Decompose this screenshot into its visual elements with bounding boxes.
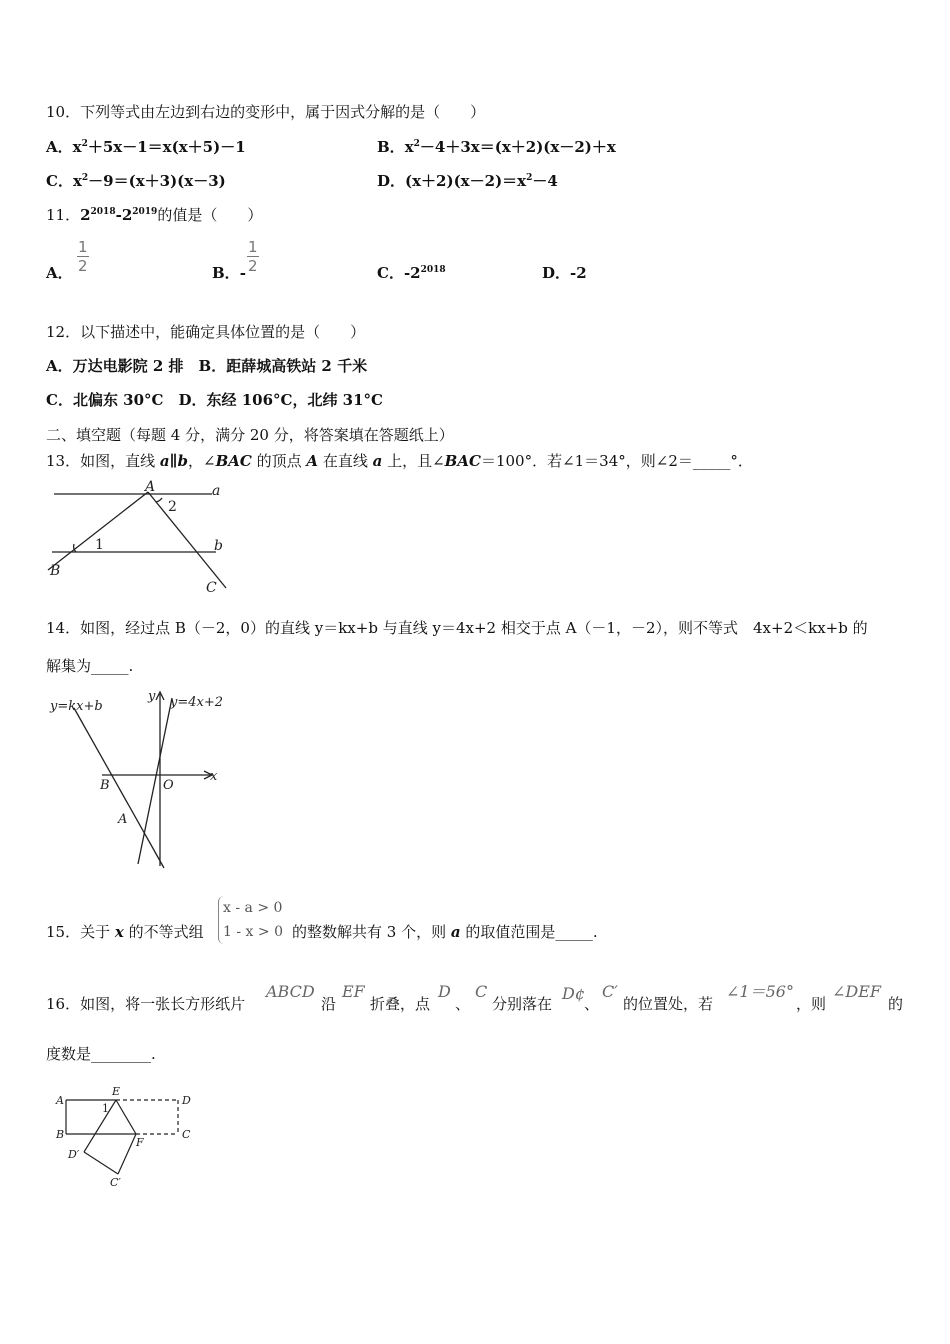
q16-label-E: E bbox=[112, 1085, 121, 1098]
q13-figure bbox=[44, 478, 234, 598]
q16-label-D: D bbox=[182, 1094, 191, 1107]
q11-a-den: 2 bbox=[78, 257, 88, 275]
q14-stem-line2: 解集为_____. bbox=[46, 657, 134, 675]
q10-a-pre: x bbox=[72, 138, 82, 156]
q16-angle1: ∠1＝56° bbox=[726, 982, 794, 1001]
q10-option-c[interactable] bbox=[46, 171, 226, 191]
q16-p2: 沿 bbox=[321, 995, 337, 1013]
q16-fold-ef bbox=[116, 1100, 136, 1134]
section-heading: 二、填空题（每题 4 分，满分 20 分，将答案填在答题纸上） bbox=[46, 426, 454, 444]
q10-c-exp: 2 bbox=[81, 173, 89, 183]
q12-options-ab[interactable]: A．万达电影院 2 排 B．距薛城高铁站 2 千米 bbox=[46, 357, 368, 375]
q11-tail: 的值是（ ） bbox=[157, 206, 263, 224]
q10-d-label: D． bbox=[377, 172, 406, 190]
q16-label-C: C bbox=[182, 1128, 191, 1141]
q10-c-post: －9＝(x＋3)(x－3) bbox=[88, 172, 226, 190]
q16-c-prime: C′ bbox=[602, 982, 618, 1001]
q15-stem bbox=[46, 922, 204, 942]
q15-p2: 的不等式组 bbox=[123, 923, 204, 941]
q13-p2: ，∠ bbox=[188, 452, 216, 470]
q16-d: D bbox=[438, 982, 451, 1001]
q13-p4: 在直线 bbox=[318, 452, 373, 470]
q15-sys-line1: x - a > 0 bbox=[223, 900, 283, 916]
q14-label-B: B bbox=[100, 778, 110, 793]
q15-x: x bbox=[114, 923, 124, 941]
q11-exp2: 2019 bbox=[132, 207, 158, 217]
q10-b-pre: x bbox=[404, 138, 414, 156]
q14-line-kxb bbox=[74, 708, 164, 868]
q16-figure bbox=[52, 1082, 212, 1192]
q11-option-c[interactable] bbox=[377, 263, 446, 283]
q11-num: 11． bbox=[46, 206, 81, 224]
q11-option-d[interactable] bbox=[542, 263, 587, 283]
q10-d-post: －4 bbox=[532, 172, 558, 190]
q11-b-fraction bbox=[247, 238, 259, 275]
q13-label-A: A bbox=[145, 479, 156, 495]
q16-c: C bbox=[475, 982, 488, 1001]
q10-d-exp: 2 bbox=[526, 173, 533, 183]
q16-p1: 16．如图，将一张长方形纸片 bbox=[46, 995, 246, 1013]
q16-label-A: A bbox=[56, 1094, 64, 1107]
q13-segment-ab bbox=[48, 492, 148, 570]
q16-line2: 度数是________. bbox=[46, 1045, 156, 1063]
q11-stem bbox=[46, 205, 262, 225]
q11-base1: 2 bbox=[80, 206, 91, 224]
q12-stem: 12．以下描述中，能确定具体位置的是（ ） bbox=[46, 323, 366, 341]
q11-b-den: 2 bbox=[248, 257, 258, 275]
q16-d-prime: D¢ bbox=[562, 984, 586, 1003]
q13-label-C: C bbox=[206, 580, 217, 596]
q14-figure bbox=[44, 686, 234, 876]
q11-a-fraction bbox=[77, 238, 89, 275]
q10-option-d[interactable] bbox=[377, 171, 558, 191]
q14-label-A: A bbox=[118, 812, 128, 827]
q11-option-a[interactable] bbox=[46, 263, 73, 283]
q11-c-base: -2 bbox=[403, 264, 421, 282]
q13-p6: ＝100°．若∠1＝34°，则∠2＝_____°． bbox=[480, 452, 753, 470]
q13-p5: 上，且∠ bbox=[382, 452, 445, 470]
q15-inequality-system bbox=[218, 896, 283, 944]
q13-stem bbox=[46, 451, 753, 471]
q10-a-post: ＋5x－1＝x(x＋5)－1 bbox=[87, 138, 246, 156]
q10-a-exp: 2 bbox=[81, 139, 88, 149]
q11-c-exp: 2018 bbox=[420, 265, 446, 275]
q10-a-label: A． bbox=[46, 138, 73, 156]
q13-label-a: a bbox=[212, 483, 221, 499]
q16-edge-d2c2 bbox=[84, 1152, 118, 1174]
q14-label-x: x bbox=[210, 769, 218, 784]
q16-edge-ed2 bbox=[84, 1100, 116, 1152]
q15-p3: 的整数解共有 3 个，则 bbox=[292, 923, 451, 941]
q15-stem-tail bbox=[292, 922, 598, 942]
q11-b-num: 1 bbox=[248, 238, 258, 256]
q11-d-val: -2 bbox=[570, 264, 587, 282]
q16-label-D2: D′ bbox=[68, 1148, 80, 1161]
q16-p4: 、 bbox=[455, 995, 471, 1013]
q11-minus: -2 bbox=[115, 206, 133, 224]
q11-d-label: D． bbox=[542, 264, 571, 282]
q13-label-2: 2 bbox=[168, 499, 177, 515]
q13-p1: 13．如图，直线 bbox=[46, 452, 160, 470]
q16-p7: 的位置处，若 bbox=[623, 995, 714, 1013]
q10-option-b[interactable] bbox=[377, 137, 616, 157]
q16-p3: 折叠，点 bbox=[370, 995, 431, 1013]
q16-def: ∠DEF bbox=[832, 982, 882, 1001]
q11-option-b[interactable] bbox=[212, 263, 246, 283]
q15-sys-line2: 1 - x > 0 bbox=[223, 924, 283, 940]
q10-c-pre: x bbox=[72, 172, 82, 190]
q12-options-cd[interactable]: C．北偏东 30°C D．东经 106°C，北纬 31°C bbox=[46, 391, 383, 409]
q13-bac2: BAC bbox=[444, 452, 481, 470]
q10-d-pre: (x＋2)(x－2)＝x bbox=[405, 172, 527, 190]
q11-exp1: 2018 bbox=[90, 207, 116, 217]
q13-line-a: a bbox=[372, 452, 383, 470]
q11-b-sign: - bbox=[239, 264, 246, 282]
q14-label-kxb: y=kx+b bbox=[50, 699, 103, 714]
q13-ab: a∥b bbox=[159, 452, 189, 470]
q16-p6: 、 bbox=[584, 995, 600, 1013]
q10-b-label: B． bbox=[377, 138, 405, 156]
q11-b-label: B． bbox=[212, 264, 240, 282]
q13-label-1: 1 bbox=[95, 537, 104, 553]
q14-label-y: y bbox=[148, 689, 156, 704]
q13-label-B: B bbox=[50, 563, 61, 579]
q16-abcd: ABCD bbox=[266, 982, 315, 1001]
q14-label-o: O bbox=[163, 778, 174, 793]
q13-vertex: A bbox=[306, 452, 319, 470]
q13-bac: BAC bbox=[215, 452, 252, 470]
q14-label-4x2: y=4x+2 bbox=[170, 695, 224, 710]
q10-stem: 10．下列等式由左边到右边的变形中，属于因式分解的是（ ） bbox=[46, 103, 486, 121]
q13-p3: 的顶点 bbox=[251, 452, 307, 470]
q15-p1: 15．关于 bbox=[46, 923, 115, 941]
q10-option-a[interactable] bbox=[46, 137, 246, 157]
q13-angle-2-arc bbox=[156, 498, 162, 502]
q16-label-1: 1 bbox=[102, 1102, 109, 1115]
q13-label-b: b bbox=[214, 538, 223, 554]
q16-p8: ，则 bbox=[796, 995, 827, 1013]
q11-c-label: C． bbox=[377, 264, 404, 282]
q14-stem-line1: 14．如图，经过点 B（－2，0）的直线 y＝kx+b 与直线 y＝4x+2 相交于点 A（－1，－2），则不等式 4x+2＜kx+b 的 bbox=[46, 619, 868, 637]
q16-ef: EF bbox=[342, 982, 365, 1001]
q16-label-F: F bbox=[136, 1136, 144, 1149]
q10-b-post: －4＋3x＝(x＋2)(x－2)＋x bbox=[419, 138, 616, 156]
q15-p4: 的取值范围是_____. bbox=[460, 923, 598, 941]
q16-label-C2: C′ bbox=[110, 1176, 121, 1189]
q11-a-label: A． bbox=[46, 264, 73, 282]
q15-a: a bbox=[450, 923, 461, 941]
q16-p5: 分别落在 bbox=[492, 995, 553, 1013]
q11-a-num: 1 bbox=[78, 238, 88, 256]
q16-label-B: B bbox=[56, 1128, 65, 1141]
q16-edge-c2f bbox=[118, 1134, 136, 1174]
q10-b-exp: 2 bbox=[413, 139, 420, 149]
q10-c-label: C． bbox=[46, 172, 73, 190]
q16-p9: 的 bbox=[888, 995, 904, 1013]
